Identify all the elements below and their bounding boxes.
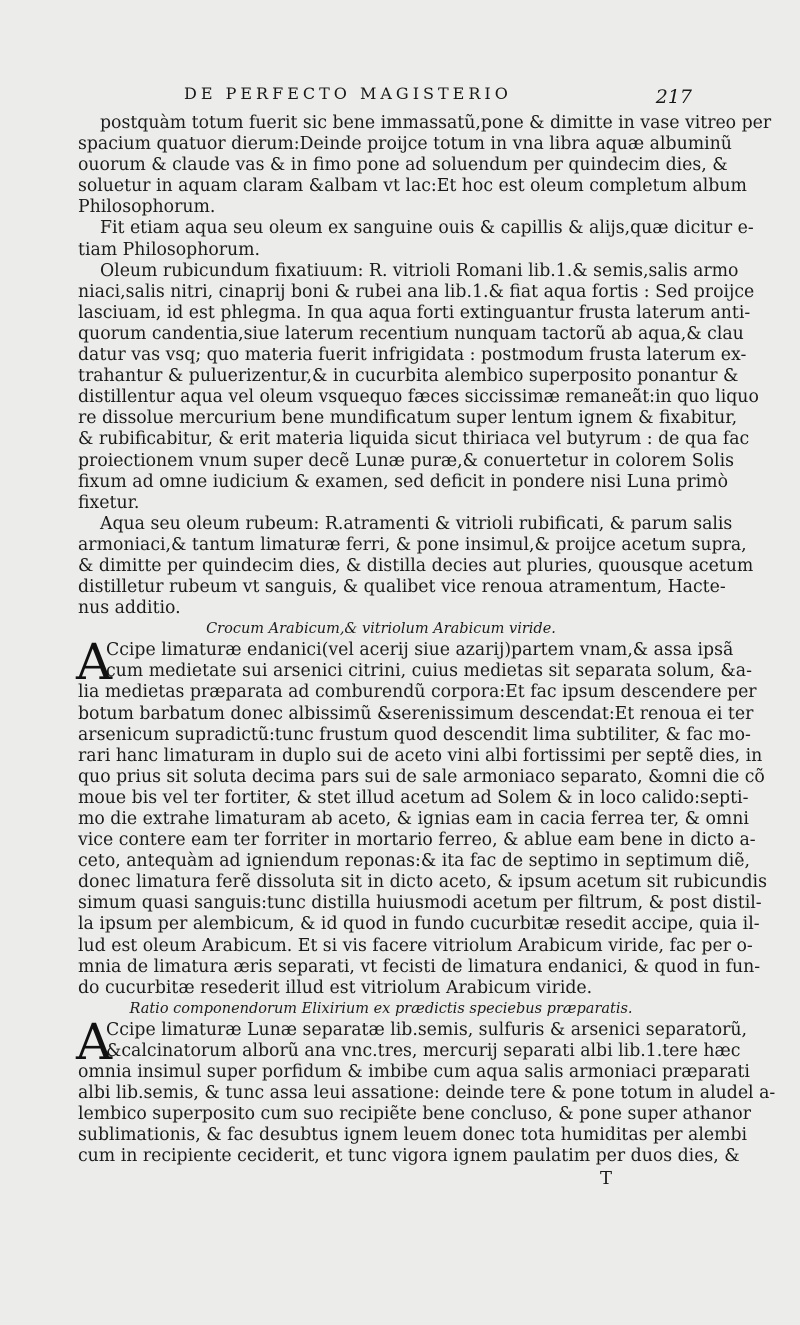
text-line: lia medietas præparata ad comburendũ corpora:Et fac ipsum descendere per [78,682,757,703]
text-line: Fit etiam aqua seu oleum ex sanguine ouis & capillis & alijs,quæ dicitur e- [100,218,754,239]
text-line: proiectionem vnum super decẽ Lunæ puræ,& conuertetur in colorem Solis [78,450,734,471]
text-line: mo die extrahe limaturam ab aceto, & ignias eam in cacia ferrea ter, & omni [78,809,749,829]
text-line: distilletur rubeum vt sanguis, & qualibet vice renoua atramentum, Hacte- [78,577,726,598]
text-line: lembico superposito cum suo recipiẽte bene concluso, & pone super athanor [78,1104,751,1125]
text-line: donec limatura ferẽ dissoluta sit in dicto aceto, & ipsum acetum sit rubicundis [78,872,767,893]
text-line: arsenicum supradictũ:tunc frustum quod descendit lima subtiliter, & fac mo- [78,724,751,745]
text-line: quo prius sit soluta decima pars sui de sale armoniaco separato, &omni die cõ [78,766,765,787]
text-line: albi lib.semis, & tunc assa leui assatione: deinde tere & pone totum in aludel a- [78,1083,776,1104]
text-line: ceto, antequàm ad igniendum reponas:& ita fac de septimo in septimum diẽ, [78,851,751,872]
text-line: vice contere eam ter forriter in mortario ferreo, & ablue eam bene in dicto a- [78,830,756,851]
text-line: la ipsum per alembicum, & id quod in fundo cucurbitæ resedit accipe, quia il- [78,914,760,935]
text-line: mnia de limatura æris separati, vt fecisti de limatura endanici, & quod in fun- [78,956,761,977]
text-line: trahantur & puluerizentur,& in cucurbita alembico superposito ponantur & [78,366,739,387]
text-line: armoniaci,& tantum limaturæ ferri, & pone insimul,& proijce acetum supra, [78,534,747,555]
text-line: niaci,salis nitri, cinaprij boni & rubei ana lib.1.& fiat aqua fortis : Sed proijce [78,281,755,302]
text-line: rari hanc limaturam in duplo sui de aceto vini albi fortissimi per septẽ dies, in [78,745,763,766]
text-line: datur vas vsq; quo materia fuerit infrigidata : postmodum frusta laterum ex- [78,345,747,366]
text-line: omnia insimul super porfidum & imbibe cum aqua salis armoniaci præparati [78,1062,750,1083]
text-line: & dimitte per quindecim dies, & distilla decies aut pluries, quousque acetum [78,555,754,576]
text-line: ouorum & claude vas & in fimo pone ad soluendum per quindecim dies, & [78,155,728,176]
text-line: Oleum rubicundum fixatiuum: R. vitrioli Romani lib.1.& semis,salis armo [100,260,739,281]
drop-cap: A [76,1012,113,1071]
running-header [80,84,692,110]
text-line: cum in recipiente ceciderit, et tunc vigora ignem paulatim per duos dies, & [78,1146,740,1167]
text-line: nus additio. [78,598,181,619]
text-line: fixum ad omne iudicium & examen, sed deficit in pondere nisi Luna primò [78,471,728,492]
text-line: simum quasi sanguis:tunc distilla huiusmodi acetum per filtrum, & post distil- [78,893,762,914]
section-body-crocum [76,633,767,999]
section-heading-crocum: Crocum Arabicum,& vitriolum Arabicum viride. [206,621,556,638]
page-number: 217 [655,86,692,108]
text-line: soluetur in aquam claram &albam vt lac:Et hoc est oleum completum album [78,176,747,197]
drop-cap: A [76,633,113,692]
text-line: & rubificabitur, & erit materia liquida sicut thiriaca vel butyrum : de qua fac [78,429,750,450]
page-body [76,113,776,1190]
text-line: re dissolue mercurium bene mundificatum super lentum ignem & fixabitur, [78,408,738,429]
section-text [76,633,767,999]
section-text [76,1012,776,1168]
text-line: fixetur. [78,492,140,513]
catchword: T [599,1167,612,1189]
text-line: tiam Philosophorum. [78,239,261,260]
text-line: sublimationis, & fac desubtus ignem leuem donec tota humiditas per alembi [78,1125,748,1146]
text-line: do cucurbitæ resederit illud est vitriolum Arabicum viride. [78,977,593,998]
text-line: Aqua seu oleum rubeum: R.atramenti & vitrioli rubificati, & parum salis [100,513,733,534]
text-line: quorum candentia,siue laterum recentium nunquam tactorũ ab aqua,& clau [78,323,744,344]
text-line: &calcinatorum alborũ ana vnc.tres, mercurij separati albi lib.1.tere hæc [106,1040,741,1061]
text-line: botum barbatum donec albissimũ &serenissimum descendat:Et renoua ei ter [78,703,754,724]
text-line: Philosophorum. [78,197,216,218]
text-line: lud est oleum Arabicum. Et si vis facere vitriolum Arabicum viride, fac per o- [78,935,753,956]
text-line: moue bis vel ter fortiter, & stet illud acetum ad Solem & in loco calido:septi- [78,787,749,808]
text-line: Ccipe limaturæ endanici(vel acerij siue azarij)partem vnam,& assa ipsã [106,640,734,661]
text-line: Ccipe limaturæ Lunæ separatæ lib.semis, sulfuris & arsenici separatorũ, [106,1019,748,1040]
running-title: DE PERFECTO MAGISTERIO [184,84,512,103]
section-body-ratio [76,1012,776,1168]
section-heading-ratio: Ratio componendorum Elixirium ex prædictis speciebus præparatis. [129,1000,633,1017]
paragraphs [78,113,772,619]
text-line: lasciuam, id est phlegma. In qua aqua forti extinguantur frusta laterum anti- [78,302,751,323]
text-line: postquàm totum fuerit sic bene immassatũ,pone & dimitte in vase vitreo per [100,113,772,133]
text-line: spacium quatuor dierum:Deinde proijce totum in vna libra aquæ albuminũ [78,134,732,155]
text-line: cum medietate sui arsenici citrini, cuius medietas sit separata solum, &a- [106,661,752,682]
text-line: distillentur aqua vel oleum vsquequo fæces siccissimæ remaneãt:in quo liquo [78,387,759,408]
